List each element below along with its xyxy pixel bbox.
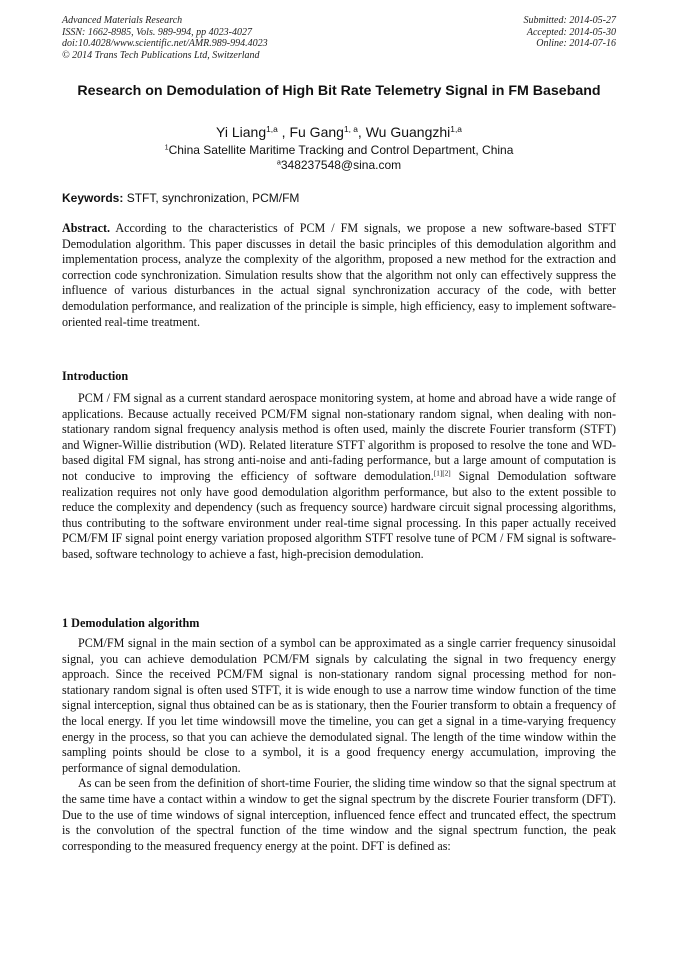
author-list: Yi Liang$^{1,a}$ , Fu Gang$^{1, a}$, Wu Guangzhi$^{1,a}$ xyxy=(216,123,462,140)
submitted-date: Submitted: 2014-05-27 xyxy=(523,15,616,26)
introduction-text: PCM / FM signal as a current standard aerospace monitoring system, at home and abroad have a wide range of applications. Because actually received PCM/FM signal non-stationary random signal, when dealing with non-stationary random signal frequency analysis method is often used, mainly the discrete Fourier transform (STFT) and Wigner-Willie distribution (WD). Related literature STFT algorithm is proposed to resolve the tone and WD-based digital FM signal, has strong anti-noise and anti-fading performance, but a large amount of computation is not conducive to improving the efficiency of software demodulation. xyxy=(62,391,616,483)
introduction-text-continued: Signal Demodulation software realization requires not only have good demodulation algorithm performance, but also to the extent possible to reduce the complexity and dependency (such as frequency source) hardware circuit signal processing algorithms, thus contributing to the software environment under real-time signal processing. In this paper actually received PCM/FM IF signal point energy variation proposed algorithm STFT resolve tune of PCM / FM signal is software-based, software technology to achieve a fast, high-precision demodulation. xyxy=(62,468,616,561)
section-heading-demodulation: 1 Demodulation algorithm xyxy=(62,616,200,630)
introduction-heading: Introduction xyxy=(62,369,129,383)
demodulation-paragraph-2: As can be seen from the definition of short-time Fourier, the sliding time window so that the signal spectrum at the same time have a contact within a window to get the signal spectrum by the discrete Fourier transform (DFT). Due to the use of time windows of signal interception, influenced fence effect and truncated effect, the spectrum is the convolution of the spectral function of the time window and the signal spectrum function, the peak corresponding to the measured frequency energy at the point. DFT is defined as: xyxy=(62,776,616,853)
email-mark: a xyxy=(276,157,281,167)
author-name: Fu Gang xyxy=(289,124,344,140)
journal-name: Advanced Materials Research xyxy=(62,15,183,26)
issn-line: ISSN: 1662-8985, Vols. 989-994, pp 4023-4027 xyxy=(62,26,252,38)
journal-header-left xyxy=(62,15,268,61)
author-affiliation-mark: 1,a xyxy=(450,123,462,134)
introduction-body xyxy=(62,391,616,563)
demodulation-body xyxy=(62,636,616,854)
keywords-label: Keywords: xyxy=(62,191,124,205)
affiliation xyxy=(62,142,616,158)
author-affiliation-mark: 1,a xyxy=(266,123,278,134)
abstract xyxy=(62,221,616,330)
accepted-date: Accepted: 2014-05-30 xyxy=(526,26,616,38)
keywords-text: STFT, synchronization, PCM/FM xyxy=(123,191,300,205)
email-address[interactable]: 348237548@sina.com xyxy=(280,158,402,172)
paper-title: Research on Demodulation of High Bit Rate Telemetry Signal in FM Baseband xyxy=(77,83,601,99)
abstract-text: According to the characteristics of PCM / FM signals, we propose a new software-based STFT Demodulation algorithm. This paper discusses in detail the basic principles of this demodulation algorithm and implementation process, analyze the complexity of the algorithm, proposed a new method for the extraction and correction code synchronization. Simulation results show that the algorithm not only can effectively suppress the influence of various disturbances in the actual signal synchronization accuracy of the code, with better demodulation performance, and realization of the principle is simple, high efficiency, easy to implement software-oriented real-time treatment. xyxy=(62,221,616,329)
author-name: Yi Liang xyxy=(216,124,267,140)
affiliation-text: China Satellite Maritime Tracking and Control Department, China xyxy=(168,143,514,157)
online-date: Online: 2014-07-16 xyxy=(536,38,616,49)
citation-reference[interactable]: [1][2] xyxy=(433,469,451,478)
author-affiliation-mark: 1, a xyxy=(343,123,358,134)
doi-line: doi:10.4028/www.scientific.net/AMR.989-994.4023 xyxy=(62,38,268,49)
copyright-line: © 2014 Trans Tech Publications Ltd, Switzerland xyxy=(62,49,260,61)
affiliation-mark: 1 xyxy=(164,142,169,152)
journal-header-right xyxy=(524,15,617,50)
author-name: Wu Guangzhi xyxy=(365,124,451,140)
demodulation-paragraph-1: PCM/FM signal in the main section of a symbol can be approximated as a single carrier frequency sinusoidal signal, you can achieve demodulation PCM/FM signals by calculating the signal in two frequency energy approach. Since the received PCM/FM signal is non-stationary random signal processing method for non-stationary random signal is often used STFT, it is wide enough to use a narrow time window function of the time signal interception, signal thus obtained can be as is stationary, then the Fourier transform to obtain a frequency of the local energy. If you let time windowsill move the timeline, you can get a signal in a time-varying frequency energy in the process, so that you can achieve the demodulated signal. The length of the time window within the sampling points should be close to a symbol, it is a good frequency energy accumulation, improving the performance of signal demodulation. xyxy=(62,636,616,775)
abstract-label: Abstract. xyxy=(62,221,111,235)
author-email xyxy=(62,157,616,173)
keywords xyxy=(62,190,616,206)
